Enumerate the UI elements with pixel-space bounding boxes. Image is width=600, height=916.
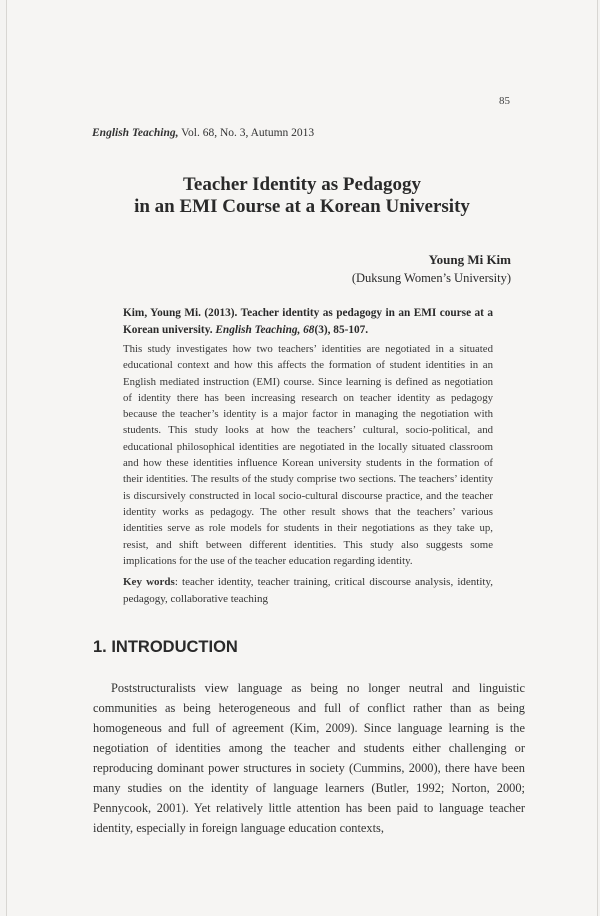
keywords [123,574,493,607]
journal-header [92,127,314,139]
citation-journal: English Teaching, 68 [215,323,315,336]
section-heading: 1. INTRODUCTION [93,638,238,656]
author-affiliation: (Duksung Women’s University) [351,271,511,285]
citation-pages: (3), 85-107. [314,323,369,336]
abstract: This study investigates how two teachers’ identities are negotiated in a situated educational context and how this affects the formation of student identities in an English mediated instruction (EMI) course. Since learning is defined as negotiation of identity there has been increasing research on teacher identity as pedagogy because the teacher’s identity is a major factor in managing the negotiation with students. This study looks at how the teachers’ cultural, socio-political, and educational philosophical identities are negotiated in the locally situated classroom and how these identities influence Korean university students in the formation of their identities. The results of the study comprise two sections. The teachers’ identity is discursively constructed in local socio-cultural discourse practice, and the teacher identity works as pedagogy. The other result shows that the teachers’ various identities serve as role models for students in their negotiations as they take up, resist, and shift between different identities. This study also suggests some implications for the use of the teacher education regarding identity. [123,343,493,567]
keywords-text: : teacher identity, teacher training, critical discourse analysis, identity, pedagogy, collaborative teaching [123,576,493,605]
journal-issue: Vol. 68, No. 3, Autumn 2013 [181,127,315,139]
citation-authors: Kim, Young Mi. (2013). Teacher identity as pedagogy in an EMI course at a Korean university. [123,307,493,336]
keywords-label: Key words [123,576,175,588]
title-line-2: in an EMI Course at a Korean University [134,196,470,217]
citation [123,305,493,338]
title-line-1: Teacher Identity as Pedagogy [182,174,422,195]
journal-name: English Teaching, [92,127,179,139]
author-name: Young Mi Kim [428,252,511,267]
paper-page [6,0,598,916]
introduction-paragraph: Poststructuralists view language as being no longer neutral and linguistic communities as being heterogeneous and full of conflict rather than as being homogeneous and full of agreement (Kim, 2009). Since language learning is the negotiation of identities among the teacher and students either challenging or reproducing dominant power structures in society (Cummins, 2000), there have been many studies on the identity of language learners (Butler, 1992; Norton, 2000; Pennycook, 2001). Yet relatively little attention has been paid to language teacher identity, especially in foreign language education contexts, [93,681,525,835]
page-number: 85 [499,95,510,107]
paper-title [7,174,597,218]
